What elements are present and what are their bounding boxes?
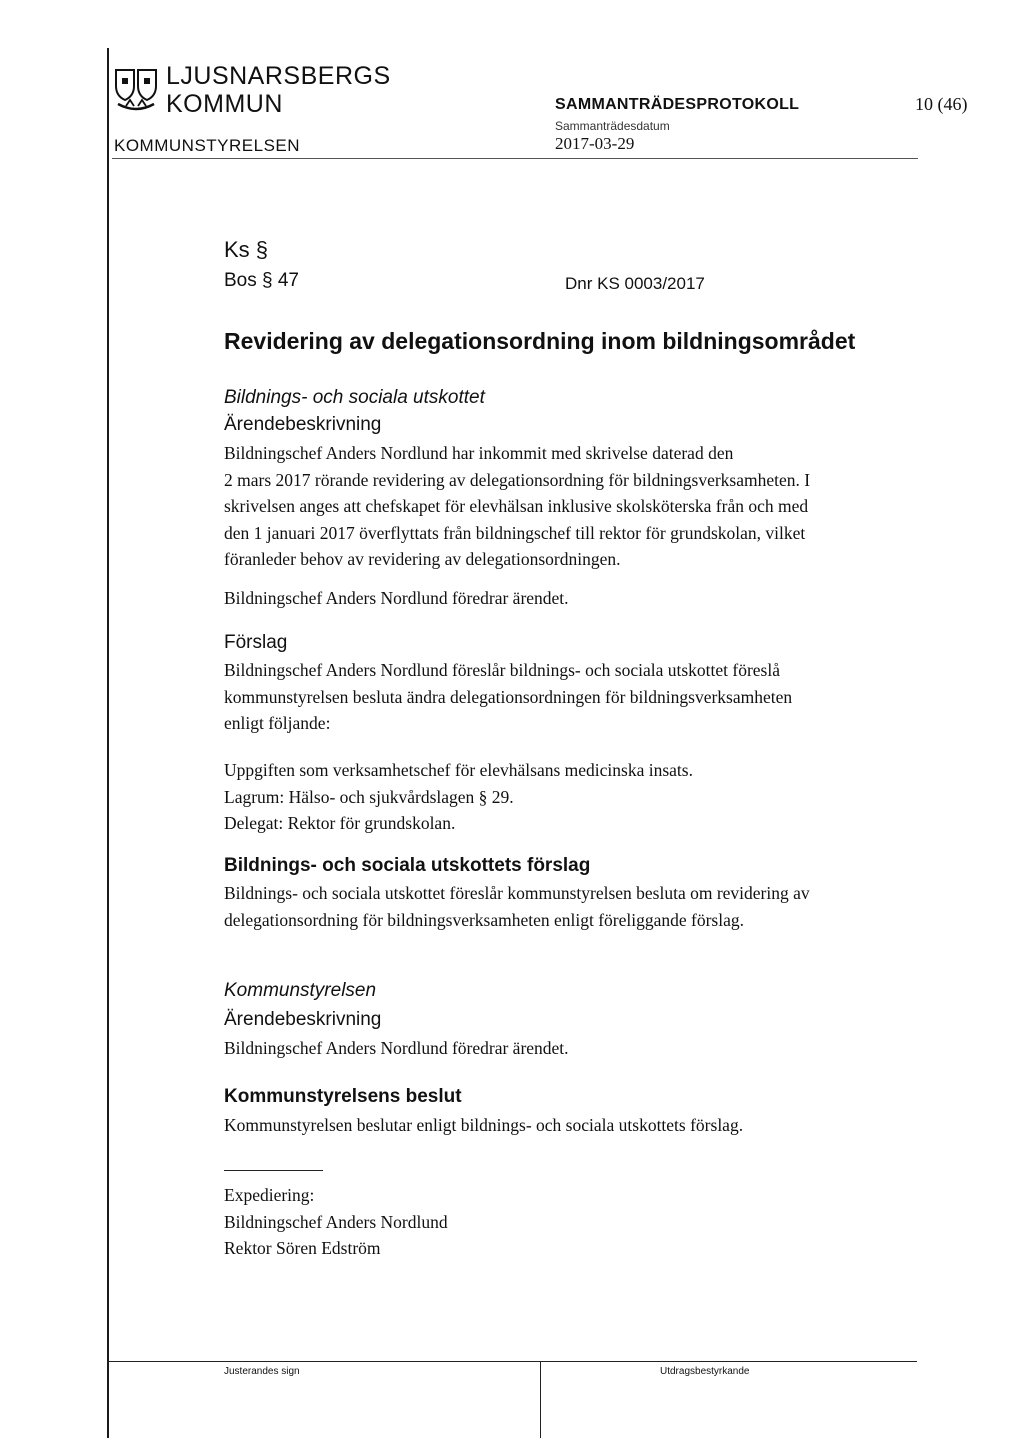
text-line: 2 mars 2017 rörande revidering av delegationsordning för bildningsverksamheten. I — [224, 469, 811, 490]
footer-column-divider — [540, 1362, 541, 1438]
text-line: Uppgiften som verksamhetschef för elevhälsans medicinska insats. — [224, 760, 693, 780]
text-line: Bildningschef Anders Nordlund har inkommit med skrivelse daterad den — [224, 443, 734, 463]
decision-text: Kommunstyrelsen beslutar enligt bildnings- och sociala utskottets förslag. — [224, 1115, 744, 1135]
left-margin-rule — [107, 48, 109, 1438]
text-line: Bildnings- och sociala utskottet föreslår kommunstyrelsen besluta om revidering av — [224, 883, 810, 903]
text-line: delegationsordning för bildningsverksamheten enligt föreliggande förslag. — [224, 909, 745, 930]
expedition-recipient: Rektor Sören Edström — [224, 1238, 381, 1258]
case-description — [224, 440, 944, 573]
document-type: SAMMANTRÄDESPROTOKOLL — [555, 96, 800, 113]
page-number: 10 (46) — [915, 94, 968, 114]
date-label: Sammanträdesdatum — [555, 119, 670, 133]
text-line: Delegat: Rektor för grundskolan. — [224, 813, 456, 833]
presenter-note: Bildningschef Anders Nordlund föredrar ärendet. — [224, 588, 569, 608]
expedition-label: Expediering: — [224, 1185, 315, 1205]
expedition-block — [224, 1182, 944, 1262]
committee-proposal-text — [224, 880, 944, 933]
committee-name: Bildnings- och sociala utskottet — [224, 387, 485, 408]
header-divider — [112, 158, 918, 159]
text-line: enligt följande: — [224, 713, 331, 733]
text-line: Lagrum: Hälso- och sjukvårdslagen § 29. — [224, 786, 514, 807]
ks-paragraph-ref: Ks § — [224, 237, 269, 262]
text-line: kommunstyrelsen besluta ändra delegationsordningen för bildningsverksamheten — [224, 686, 793, 707]
text-line: skrivelsen anges att chefskapet för elevhälsan inklusive skolsköterska från och med — [224, 496, 809, 516]
expedition-divider — [224, 1170, 323, 1171]
department-name: KOMMUNSTYRELSEN — [114, 136, 301, 155]
section-heading: Kommunstyrelsens beslut — [224, 1086, 462, 1107]
presenter-note: Bildningschef Anders Nordlund föredrar ärendet. — [224, 1038, 569, 1058]
text-line: föranleder behov av revidering av delegationsordningen. — [224, 549, 621, 569]
expedition-recipient: Bildningschef Anders Nordlund — [224, 1211, 448, 1232]
text-line: den 1 januari 2017 överflyttats från bildningschef till rektor för grundskolan, vilket — [224, 522, 806, 543]
diary-number: Dnr KS 0003/2017 — [565, 274, 705, 293]
proposal-text — [224, 657, 944, 737]
committee-name: Kommunstyrelsen — [224, 980, 377, 1001]
municipality-crest-icon — [112, 66, 160, 114]
case-title: Revidering av delegationsordning inom bildningsområdet — [224, 328, 856, 354]
org-name-line1: LJUSNARSBERGS — [166, 62, 391, 90]
section-heading: Ärendebeskrivning — [224, 414, 382, 435]
meeting-date: 2017-03-29 — [555, 134, 635, 153]
org-name-line2: KOMMUN — [166, 90, 283, 118]
certification-label: Utdragsbestyrkande — [660, 1366, 750, 1377]
delegation-item — [224, 757, 944, 837]
section-heading: Bildnings- och sociala utskottets förslag — [224, 855, 591, 876]
signature-label: Justerandes sign — [224, 1366, 300, 1377]
section-heading: Ärendebeskrivning — [224, 1009, 382, 1030]
bos-paragraph-ref: Bos § 47 — [224, 270, 299, 291]
text-line: Bildningschef Anders Nordlund föreslår bildnings- och sociala utskottet föreslå — [224, 660, 780, 680]
footer-divider — [107, 1361, 917, 1362]
section-heading: Förslag — [224, 632, 288, 653]
